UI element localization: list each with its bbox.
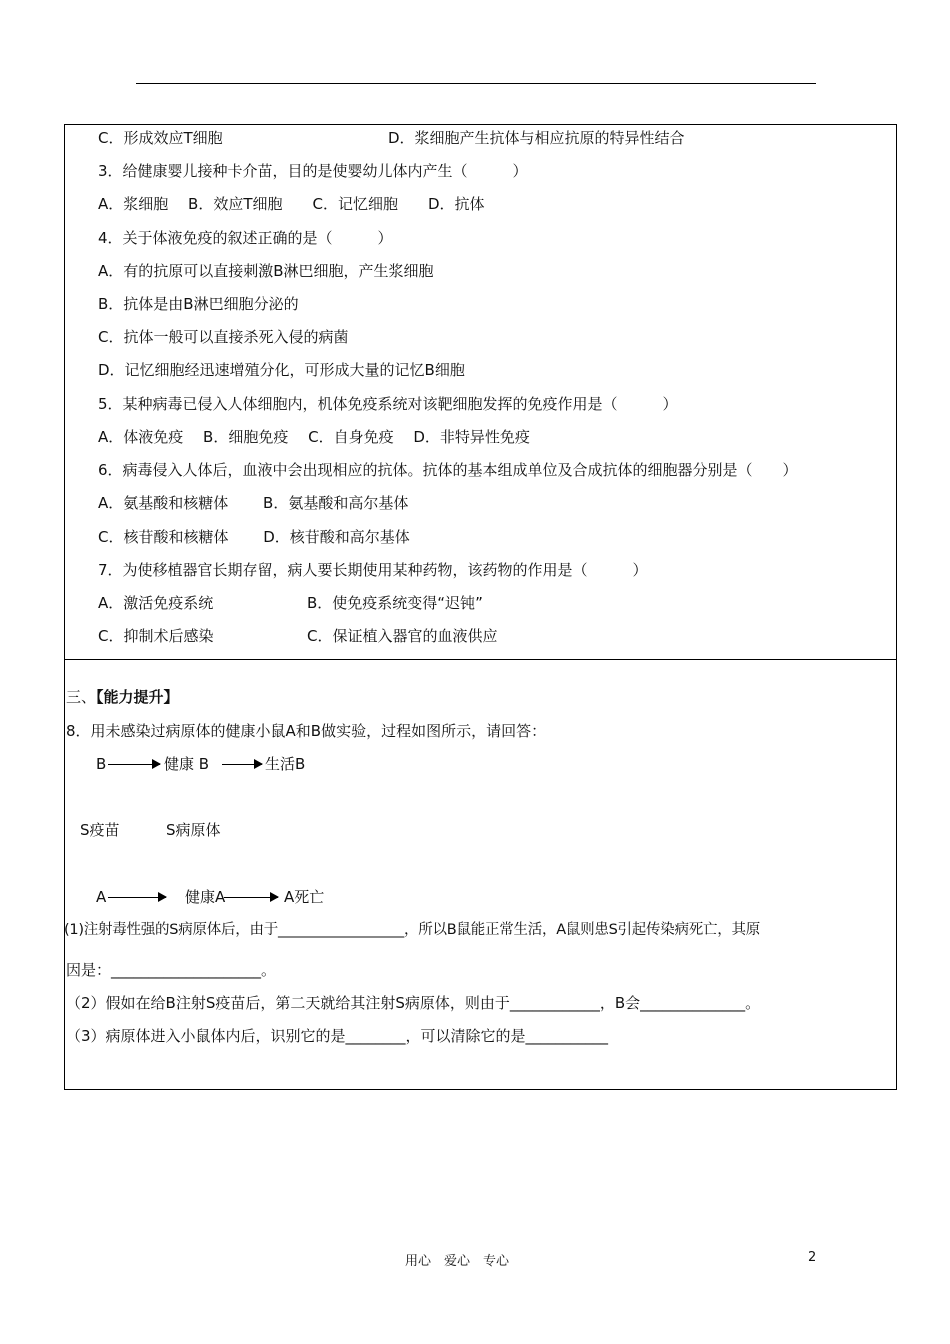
q7-stem: 7．为使移植器官长期存留，病人要长期使用某种药物，该药物的作用是（ ） <box>98 561 648 579</box>
section-title: 【能力提升】 <box>96 688 179 706</box>
q8-stem: 8．用未感染过病原体的健康小鼠A和B做实验，过程如图所示，请回答： <box>66 722 547 740</box>
q4-option-c: C．抗体一般可以直接杀死入侵的病菌 <box>98 328 349 346</box>
q2-option-c: C．形成效应T细胞 <box>98 129 223 147</box>
footer-motto: 用心 爱心 专心 <box>405 1254 510 1269</box>
diagram-b-mid: 健康 B <box>164 755 210 773</box>
q6-options-cd: C．核苷酸和核糖体 D．核苷酸和高尔基体 <box>98 528 410 546</box>
diagram-pathogen-label: S病原体 <box>166 821 221 839</box>
q3-options: A．浆细胞 B．效应T细胞 C．记忆细胞 D．抗体 <box>98 195 485 213</box>
q3-stem: 3．给健康婴儿接种卡介苗，目的是使婴幼儿体内产生（ ） <box>98 162 528 180</box>
diagram-vaccine-label: S疫苗 <box>80 821 120 839</box>
arrow-b-2 <box>222 764 262 765</box>
arrow-a-1 <box>108 897 166 898</box>
header-rule <box>136 83 816 84</box>
q8-part2: （2）假如在给B注射S疫苗后，第二天就给其注射S病原体，则由于____________，B会______________。 <box>66 994 761 1012</box>
arrow-b-1 <box>108 764 160 765</box>
page-number: 2 <box>808 1250 817 1265</box>
section-heading <box>66 687 179 707</box>
q4-option-a: A．有的抗原可以直接刺激B淋巴细胞，产生浆细胞 <box>98 262 434 280</box>
arrow-a-2 <box>224 897 278 898</box>
q7-option-a: A．激活免疫系统 <box>98 594 214 612</box>
q8-part1-line1: (1)注射毒性强的S病原体后，由于__________________，所以B鼠能正常生活，A鼠则患S引起传染病死亡，其原 <box>64 922 761 938</box>
diagram-a-start: A <box>96 888 107 906</box>
q5-options: A．体液免疫 B．细胞免疫 C．自身免疫 D．非特异性免疫 <box>98 428 530 446</box>
q7-option-d: C．保证植入器官的血液供应 <box>307 627 498 645</box>
q8-part3: （3）病原体进入小鼠体内后，识别它的是________，可以清除它的是___________ <box>66 1027 609 1045</box>
diagram-a-end: A死亡 <box>284 888 325 906</box>
q2-option-d: D．浆细胞产生抗体与相应抗原的特异性结合 <box>388 129 685 147</box>
q6-options-ab: A．氨基酸和核糖体 B．氨基酸和高尔基体 <box>98 494 409 512</box>
q4-option-b: B．抗体是由B淋巴细胞分泌的 <box>98 295 299 313</box>
q4-option-d: D．记忆细胞经迅速增殖分化，可形成大量的记忆B细胞 <box>98 361 465 379</box>
q8-part1-line2: 因是：____________________。 <box>66 961 277 979</box>
diagram-a-mid: 健康A <box>185 888 226 906</box>
q7-option-b: B．使免疫系统变得“迟钝” <box>307 594 483 612</box>
diagram-b-start: B <box>96 755 107 773</box>
q4-stem: 4．关于体液免疫的叙述正确的是（ ） <box>98 229 393 247</box>
q6-stem: 6．病毒侵入人体后，血液中会出现相应的抗体。抗体的基本组成单位及合成抗体的细胞器分别是（ ） <box>98 461 798 479</box>
q7-option-c: C．抑制术后感染 <box>98 627 214 645</box>
section-number: 三、 <box>66 688 97 706</box>
q5-stem: 5．某种病毒已侵入人体细胞内，机体免疫系统对该靶细胞发挥的免疫作用是（ ） <box>98 395 678 413</box>
diagram-b-end: 生活B <box>265 755 306 773</box>
